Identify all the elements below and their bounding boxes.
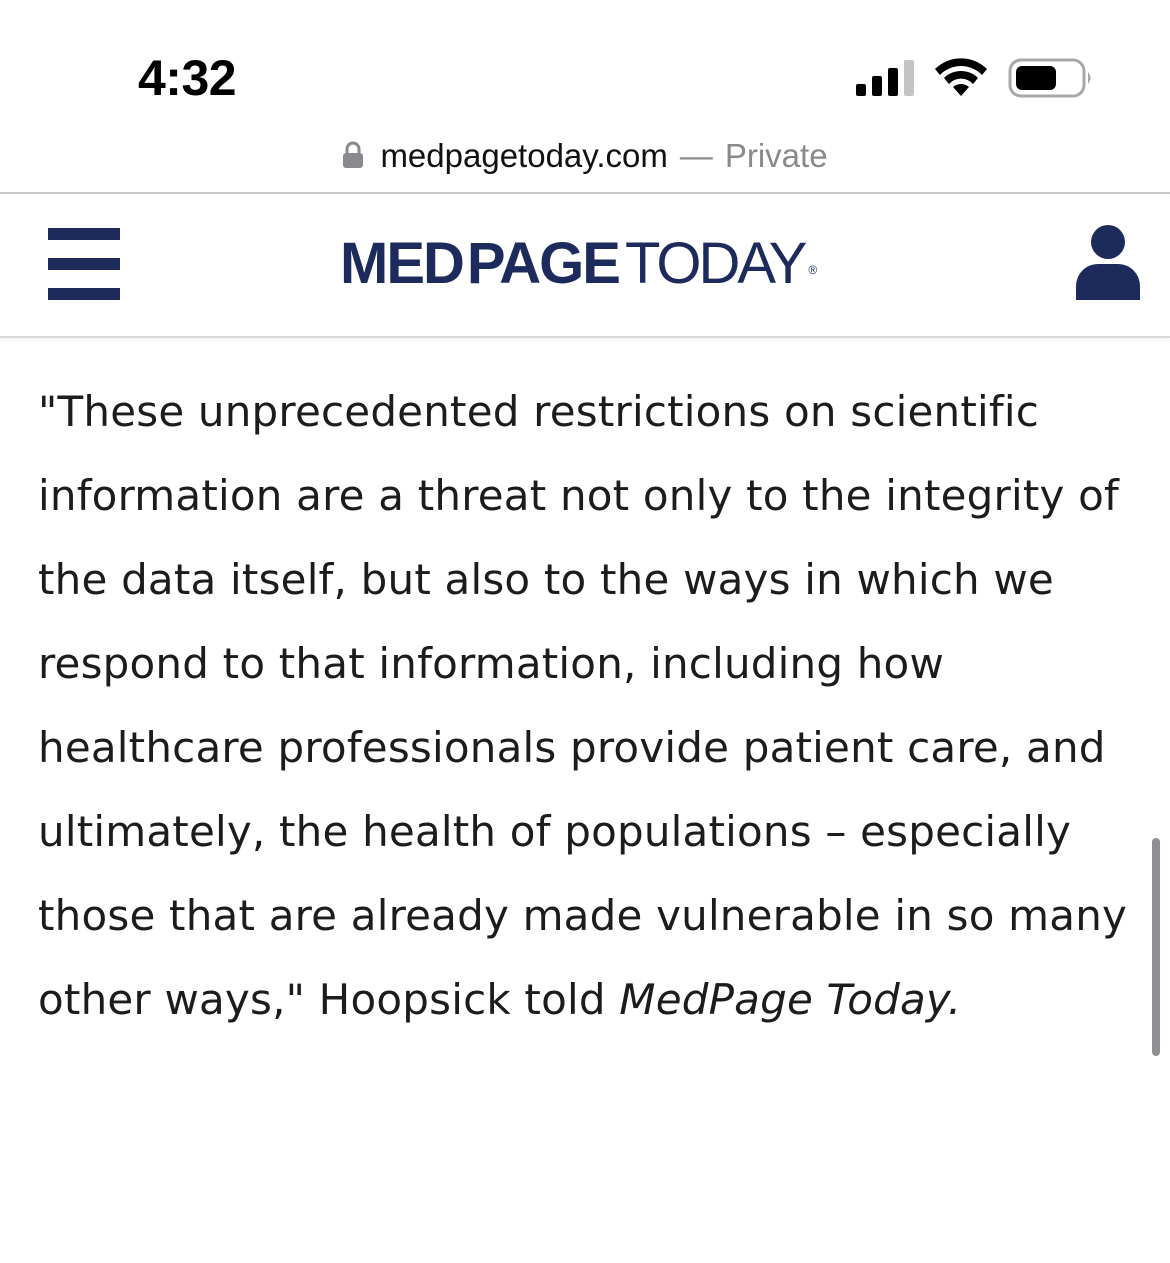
url-bar[interactable] xyxy=(0,120,1170,192)
publication-name: MedPage Today xyxy=(619,975,948,1024)
logo-today: TODAY xyxy=(624,231,805,296)
private-mode-label: Private xyxy=(724,137,828,174)
hamburger-menu-icon[interactable] xyxy=(48,228,122,300)
trailing-period: . xyxy=(947,975,962,1024)
quote-text: "These unprecedented restrictions on scientific information are a threat not only to the integrity of the data itself, but also to the ways in which we respond to that information, including how healthcare professionals provide patient care, and ultimately, the health of populations – especially those that are already made vulnerable in so many other ways," Hoopsick told xyxy=(38,387,1128,1024)
lock-icon xyxy=(342,141,364,169)
url-domain: medpagetoday.com xyxy=(380,137,668,174)
status-bar xyxy=(0,0,1170,120)
article-body xyxy=(38,370,1128,1042)
user-icon[interactable] xyxy=(1076,224,1140,300)
logo-registered-mark: ® xyxy=(808,263,818,277)
menu-bar-middle xyxy=(48,258,120,270)
logo-med: MED xyxy=(340,231,463,296)
article-paragraph xyxy=(38,370,1128,1042)
battery-icon xyxy=(1008,58,1094,98)
menu-bar-bottom xyxy=(48,288,120,300)
logo-page: PAGE xyxy=(466,231,619,296)
wifi-icon xyxy=(934,58,988,98)
cellular-signal-icon xyxy=(856,60,914,96)
url-separator: — xyxy=(679,137,713,174)
medpage-today-logo[interactable] xyxy=(340,231,818,296)
site-header xyxy=(0,194,1170,338)
scrollbar-thumb[interactable] xyxy=(1152,838,1160,1056)
status-time: 4:32 xyxy=(138,50,237,106)
menu-bar-top xyxy=(48,228,120,240)
